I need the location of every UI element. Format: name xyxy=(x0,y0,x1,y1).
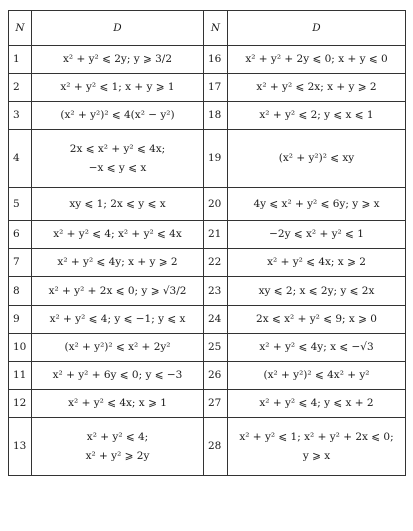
domain-condition-line: x² + y² ⩽ 4; y ⩽ −1; y ⩽ x xyxy=(49,313,186,326)
problem-number-left: 12 xyxy=(9,390,32,418)
domain-condition-line: x² + y² ⩽ 2; y ⩽ x ⩽ 1 xyxy=(259,109,374,122)
problem-number-left: 8 xyxy=(9,277,32,306)
domain-condition-line: x² + y² ⩽ 4; xyxy=(86,431,149,444)
table-row xyxy=(9,221,406,249)
problem-number-left: 6 xyxy=(9,221,32,249)
domain-condition-line: x² + y² ⩽ 2y; y ⩾ 3/2 xyxy=(62,53,172,66)
domain-cell-right xyxy=(228,418,406,476)
problem-number-right: 24 xyxy=(204,306,228,334)
domain-table xyxy=(8,10,406,476)
header-n-right: N xyxy=(204,11,228,46)
problem-number-left: 1 xyxy=(9,46,32,74)
problem-number-right: 18 xyxy=(204,102,228,130)
domain-condition-line: xy ⩽ 2; x ⩽ 2y; y ⩽ 2x xyxy=(258,284,375,297)
domain-condition-line: x² + y² + 2x ⩽ 0; y ⩾ √3/2 xyxy=(48,284,187,297)
domain-cell-left xyxy=(32,418,204,476)
problem-number-right: 20 xyxy=(204,188,228,221)
domain-condition-line: (x² + y²)² ⩽ 4(x² − y²) xyxy=(60,109,175,122)
table-row xyxy=(9,277,406,306)
problem-number-left: 10 xyxy=(9,334,32,362)
domain-condition-line: 2x ⩽ x² + y² ⩽ 9; x ⩾ 0 xyxy=(256,313,377,326)
problem-number-left: 11 xyxy=(9,362,32,390)
domain-cell-right xyxy=(228,102,406,130)
domain-condition-line: −x ⩽ y ⩽ x xyxy=(88,161,147,174)
problem-number-right: 22 xyxy=(204,249,228,277)
domain-cell-left xyxy=(32,277,204,306)
domain-cell-left xyxy=(32,334,204,362)
table-row xyxy=(9,188,406,221)
domain-cell-left xyxy=(32,306,204,334)
table-header xyxy=(9,11,406,46)
domain-cell-left xyxy=(32,46,204,74)
domain-condition-line: x² + y² ⩽ 4y; x + y ⩾ 2 xyxy=(57,256,178,269)
domain-cell-left xyxy=(32,130,204,188)
problem-number-left: 9 xyxy=(9,306,32,334)
domain-cell-left xyxy=(32,390,204,418)
problem-number-right: 25 xyxy=(204,334,228,362)
problem-number-right: 28 xyxy=(204,418,228,476)
problem-number-right: 21 xyxy=(204,221,228,249)
domain-cell-left xyxy=(32,221,204,249)
table-row xyxy=(9,362,406,390)
problem-number-left: 13 xyxy=(9,418,32,476)
problem-number-left: 2 xyxy=(9,74,32,102)
domain-condition-line: x² + y² ⩽ 1; x² + y² + 2x ⩽ 0; xyxy=(239,431,394,444)
domain-cell-left xyxy=(32,188,204,221)
domain-cell-right xyxy=(228,130,406,188)
domain-cell-right xyxy=(228,221,406,249)
domain-cell-left xyxy=(32,362,204,390)
problem-number-left: 5 xyxy=(9,188,32,221)
domain-condition-line: x² + y² ⩽ 4x; x ⩾ 2 xyxy=(267,256,366,269)
domain-cell-right xyxy=(228,188,406,221)
domain-condition-line: x² + y² ⩽ 2x; x + y ⩾ 2 xyxy=(256,81,377,94)
domain-condition-line: xy ⩽ 1; 2x ⩽ y ⩽ x xyxy=(69,197,166,210)
domain-cell-left xyxy=(32,249,204,277)
domain-condition-line: (x² + y²)² ⩽ xy xyxy=(278,152,355,165)
domain-condition-line: x² + y² + 6y ⩽ 0; y ⩽ −3 xyxy=(52,369,183,382)
problem-number-right: 17 xyxy=(204,74,228,102)
problem-number-right: 26 xyxy=(204,362,228,390)
table-row xyxy=(9,74,406,102)
problem-number-left: 4 xyxy=(9,130,32,188)
domain-condition-line: x² + y² ⩽ 4x; x ⩾ 1 xyxy=(68,397,167,410)
problem-number-right: 23 xyxy=(204,277,228,306)
domain-condition-line: −2y ⩽ x² + y² ⩽ 1 xyxy=(269,228,364,241)
problem-number-left: 7 xyxy=(9,249,32,277)
domain-condition-line: x² + y² ⩽ 4; y ⩽ x + 2 xyxy=(259,397,374,410)
problem-number-right: 19 xyxy=(204,130,228,188)
domain-condition-line: x² + y² ⩾ 2y xyxy=(85,449,150,462)
domain-condition-line: (x² + y²)² ⩽ x² + 2y² xyxy=(64,341,171,354)
table-row xyxy=(9,306,406,334)
problem-number-left: 3 xyxy=(9,102,32,130)
table-row xyxy=(9,46,406,74)
domain-cell-left xyxy=(32,102,204,130)
domain-condition-line: x² + y² ⩽ 4y; x ⩽ −√3 xyxy=(259,341,374,354)
header-n-left: N xyxy=(9,11,32,46)
domain-condition-line: x² + y² ⩽ 1; x + y ⩾ 1 xyxy=(60,81,175,94)
table-body xyxy=(9,46,406,476)
header-d-left: D xyxy=(32,11,204,46)
domain-condition-line: x² + y² ⩽ 4; x² + y² ⩽ 4x xyxy=(53,228,182,241)
table-row xyxy=(9,249,406,277)
header-row xyxy=(9,11,406,46)
table-row xyxy=(9,334,406,362)
domain-cell-right xyxy=(228,74,406,102)
domain-condition-line: 4y ⩽ x² + y² ⩽ 6y; y ⩾ x xyxy=(253,197,380,210)
table-row xyxy=(9,130,406,188)
domain-cell-left xyxy=(32,74,204,102)
domain-condition-line: x² + y² + 2y ⩽ 0; x + y ⩽ 0 xyxy=(245,53,388,66)
table-row xyxy=(9,418,406,476)
domain-cell-right xyxy=(228,249,406,277)
table-row xyxy=(9,102,406,130)
domain-cell-right xyxy=(228,362,406,390)
domain-cell-right xyxy=(228,277,406,306)
domain-condition-line: y ⩾ x xyxy=(302,449,331,462)
domain-cell-right xyxy=(228,306,406,334)
header-d-right: D xyxy=(228,11,406,46)
problem-number-right: 16 xyxy=(204,46,228,74)
domain-condition-line: (x² + y²)² ⩽ 4x² + y² xyxy=(263,369,370,382)
domain-cell-right xyxy=(228,390,406,418)
domain-cell-right xyxy=(228,334,406,362)
problem-number-right: 27 xyxy=(204,390,228,418)
domain-condition-line: 2x ⩽ x² + y² ⩽ 4x; xyxy=(69,143,166,156)
domain-cell-right xyxy=(228,46,406,74)
table-row xyxy=(9,390,406,418)
